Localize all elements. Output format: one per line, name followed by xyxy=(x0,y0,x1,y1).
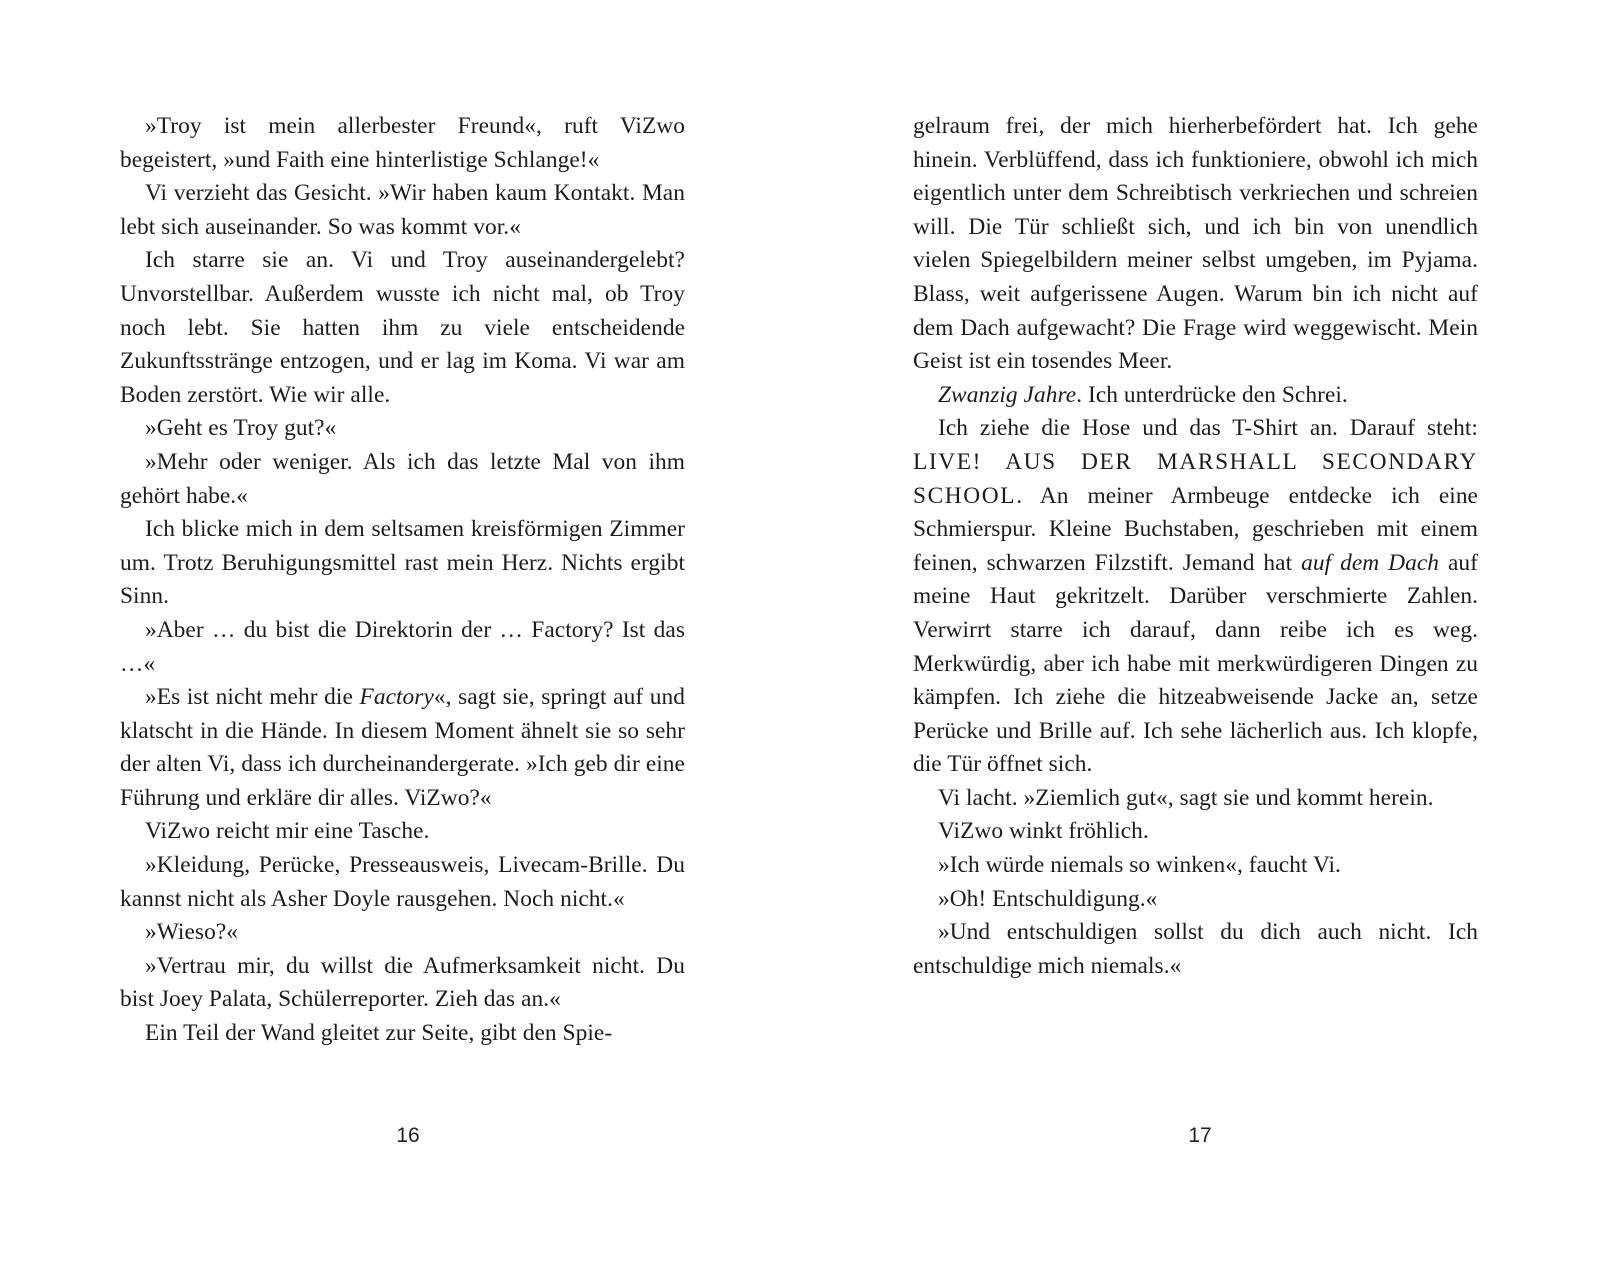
paragraph xyxy=(120,681,685,815)
paragraph: Vi verzieht das Gesicht. »Wir haben kaum Kontakt. Man lebt sich auseinander. So was kommt vor.« xyxy=(120,180,685,240)
paragraph: »Und entschuldigen sollst du dich auch nicht. Ich entschuldige mich niemals.« xyxy=(913,919,1478,979)
paragraph: »Kleidung, Perücke, Presseausweis, Livecam-Brille. Du kannst nicht als Asher Doyle rausgehen. Noch nicht.« xyxy=(120,852,685,912)
italic-text: Zwanzig Jahre xyxy=(938,381,1077,408)
small-caps-text: LIVE! AUS DER MARSHALL SECONDARY SCHOOL xyxy=(913,448,1478,509)
paragraph xyxy=(913,412,1478,782)
paragraph: gelraum frei, der mich hierherbefördert hat. Ich gehe hinein. Verblüffend, dass ich funktioniere, obwohl ich mich eigentlich unter dem Schreibtisch verkriechen und schreien will. Die Tür schließt sich, und ich bin von unendlich vielen Spiegelbildern meiner selbst umgeben, im Pyjama. Blass, weit aufgerissene Augen. Warum bin ich nicht auf dem Dach aufgewacht? Die Frage wird weggewischt. Mein Geist ist ein tosendes Meer. xyxy=(913,113,1478,375)
paragraph: Vi lacht. »Ziemlich gut«, sagt sie und kommt herein. xyxy=(938,784,1434,811)
left-page-text xyxy=(120,110,685,1051)
paragraph xyxy=(913,379,1478,413)
italic-text: Factory xyxy=(359,684,434,711)
paragraph: »Aber … du bist die Direktorin der … Factory? Ist das …« xyxy=(120,616,685,677)
italic-text: auf dem Dach xyxy=(1301,549,1440,576)
paragraph: Ich blicke mich in dem seltsamen kreisförmigen Zimmer um. Trotz Beruhigungsmittel rast mein Herz. Nichts ergibt Sinn. xyxy=(120,516,685,610)
paragraph: »Geht es Troy gut?« xyxy=(145,415,337,442)
paragraph: »Oh! Entschuldigung.« xyxy=(938,885,1158,912)
page-number: 17 xyxy=(1188,1124,1212,1147)
right-page-text xyxy=(913,110,1478,983)
paragraph: »Troy ist mein allerbester Freund«, ruft ViZwo begeistert, »und Faith eine hinterlistige Schlange!« xyxy=(120,113,685,173)
page-number: 16 xyxy=(396,1124,420,1147)
paragraph: »Wieso?« xyxy=(145,919,238,946)
paragraph: ViZwo winkt fröhlich. xyxy=(938,818,1149,845)
paragraph: Ich starre sie an. Vi und Troy auseinandergelebt? Unvorstellbar. Außerdem wusste ich nicht mal, ob Troy noch lebt. Sie hatten ihm zu viele entscheidende Zukunftsstränge entzogen, und er lag im Koma. Vi war am Boden zerstört. Wie wir alle. xyxy=(120,247,685,408)
left-page xyxy=(120,110,685,1051)
paragraph: ViZwo reicht mir eine Tasche. xyxy=(145,818,430,845)
text-run: Ich ziehe die Hose und das T-Shirt an. Darauf steht: xyxy=(938,415,1478,442)
text-run: auf meine Haut gekritzelt. Darüber verschmierte Zahlen. Verwirrt starre ich darauf, dann reibe ich es weg. Merkwürdig, aber ich habe mit merkwürdigeren Dingen zu kämpfen. Ich ziehe die hitzeabweisende Jacke an, setze Perücke und Brille auf. Ich sehe lächerlich aus. Ich klopfe, die Tür öffnet sich. xyxy=(913,549,1478,778)
text-run: »Es ist nicht mehr die xyxy=(145,684,360,711)
text-run: «, sagt sie, springt auf und klatscht in die Hände. In diesem Moment ähnelt sie so sehr der alten Vi, dass ich durcheinandergerate. »Ich geb dir eine Führung und erkläre dir alles. ViZwo?« xyxy=(120,684,686,811)
paragraph: »Ich würde niemals so winken«, faucht Vi. xyxy=(938,852,1341,879)
paragraph: »Mehr oder weniger. Als ich das letzte Mal von ihm gehört habe.« xyxy=(120,448,685,509)
text-run: . Ich unterdrücke den Schrei. xyxy=(1076,381,1348,408)
right-page xyxy=(913,110,1478,983)
paragraph: Ein Teil der Wand gleitet zur Seite, gibt den Spie- xyxy=(145,1020,613,1047)
text-run: . An meiner Armbeuge entdecke ich eine Schmierspur. Kleine Buchstaben, geschrieben mit einem feinen, schwarzen Filzstift. Jemand hat xyxy=(913,482,1478,576)
paragraph: »Vertrau mir, du willst die Aufmerksamkeit nicht. Du bist Joey Palata, Schülerreporter. Zieh das an.« xyxy=(120,952,685,1013)
